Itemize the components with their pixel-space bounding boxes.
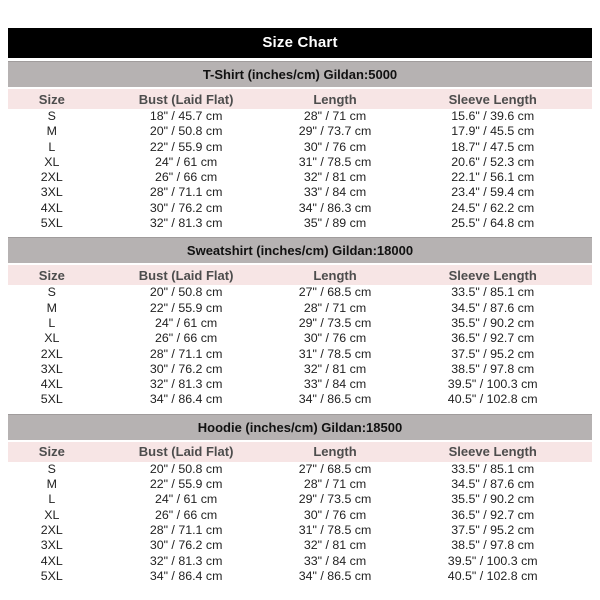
size-cell: 5XL <box>40 216 63 231</box>
table-row <box>8 377 592 392</box>
measurement-cell: 30" / 76.2 cm <box>149 361 223 376</box>
column-header-row <box>8 442 592 462</box>
size-cell: S <box>47 461 56 476</box>
measurement-cell: 34" / 86.4 cm <box>149 392 223 407</box>
measurement-cell: 36.5" / 92.7 cm <box>451 507 535 522</box>
section-heading-sweatshirt: Sweatshirt (inches/cm) Gildan:18000 <box>8 237 592 263</box>
measurement-cell: 20.6" / 52.3 cm <box>451 154 535 169</box>
size-cell: XL <box>44 154 60 169</box>
size-cell: 2XL <box>40 170 63 185</box>
table-row <box>8 201 592 216</box>
table-row <box>8 508 592 523</box>
col-header-size: Size <box>8 442 96 462</box>
table-row <box>8 492 592 507</box>
table-row <box>8 362 592 377</box>
measurement-cell: 23.4" / 59.4 cm <box>451 185 535 200</box>
col-header-size: Size <box>8 89 96 109</box>
table-row <box>8 109 592 124</box>
measurement-cell: 36.5" / 92.7 cm <box>451 331 535 346</box>
measurement-cell: 22" / 55.9 cm <box>149 139 223 154</box>
measurement-cell: 32" / 81 cm <box>303 538 367 553</box>
measurement-cell: 33.5" / 85.1 cm <box>451 461 535 476</box>
table-row <box>8 216 592 231</box>
col-header-sleeve-length: Sleeve Length <box>393 265 592 285</box>
measurement-cell: 26" / 66 cm <box>154 170 218 185</box>
measurement-cell: 32" / 81.3 cm <box>149 553 223 568</box>
size-table-tshirt <box>8 89 592 231</box>
size-table-hoodie <box>8 442 592 584</box>
size-cell: XL <box>44 507 60 522</box>
table-row <box>8 347 592 362</box>
measurement-cell: 17.9" / 45.5 cm <box>451 124 535 139</box>
measurement-cell: 32" / 81.3 cm <box>149 377 223 392</box>
measurement-cell: 39.5" / 100.3 cm <box>447 377 538 392</box>
measurement-cell: 34" / 86.4 cm <box>149 568 223 583</box>
size-cell: M <box>46 477 57 492</box>
measurement-cell: 24" / 61 cm <box>154 154 218 169</box>
table-row <box>8 155 592 170</box>
col-header-bust: Bust (Laid Flat) <box>96 442 277 462</box>
col-header-sleeve-length: Sleeve Length <box>393 442 592 462</box>
measurement-cell: 34" / 86.5 cm <box>298 392 372 407</box>
measurement-cell: 40.5" / 102.8 cm <box>447 392 538 407</box>
measurement-cell: 33" / 84 cm <box>303 553 367 568</box>
size-cell: 3XL <box>40 538 63 553</box>
col-header-bust: Bust (Laid Flat) <box>96 265 277 285</box>
measurement-cell: 24.5" / 62.2 cm <box>451 200 535 215</box>
measurement-cell: 35.5" / 90.2 cm <box>451 315 535 330</box>
measurement-cell: 32" / 81 cm <box>303 170 367 185</box>
measurement-cell: 22" / 55.9 cm <box>149 477 223 492</box>
measurement-cell: 30" / 76 cm <box>303 507 367 522</box>
col-header-length: Length <box>277 89 394 109</box>
measurement-cell: 29" / 73.7 cm <box>298 124 372 139</box>
table-row <box>8 538 592 553</box>
measurement-cell: 34" / 86.5 cm <box>298 568 372 583</box>
measurement-cell: 30" / 76 cm <box>303 139 367 154</box>
measurement-cell: 18" / 45.7 cm <box>149 109 223 123</box>
table-row <box>8 477 592 492</box>
table-row <box>8 285 592 300</box>
size-cell: L <box>48 139 56 154</box>
size-cell: 4XL <box>40 377 63 392</box>
measurement-cell: 24" / 61 cm <box>154 315 218 330</box>
measurement-cell: 18.7" / 47.5 cm <box>451 139 535 154</box>
measurement-cell: 33.5" / 85.1 cm <box>451 285 535 300</box>
table-row <box>8 124 592 139</box>
size-chart-title: Size Chart <box>8 28 592 58</box>
section-hoodie <box>8 414 592 584</box>
measurement-cell: 27" / 68.5 cm <box>298 285 372 300</box>
table-row <box>8 554 592 569</box>
size-cell: 4XL <box>40 553 63 568</box>
measurement-cell: 31" / 78.5 cm <box>298 154 372 169</box>
size-cell: 4XL <box>40 200 63 215</box>
measurement-cell: 29" / 73.5 cm <box>298 315 372 330</box>
measurement-cell: 20" / 50.8 cm <box>149 124 223 139</box>
measurement-cell: 28" / 71.1 cm <box>149 522 223 537</box>
table-row <box>8 462 592 477</box>
size-cell: 2XL <box>40 522 63 537</box>
size-cell: 3XL <box>40 185 63 200</box>
measurement-cell: 35.5" / 90.2 cm <box>451 492 535 507</box>
measurement-cell: 32" / 81 cm <box>303 361 367 376</box>
measurement-cell: 34.5" / 87.6 cm <box>451 477 535 492</box>
measurement-cell: 34.5" / 87.6 cm <box>451 300 535 315</box>
table-row <box>8 185 592 200</box>
measurement-cell: 25.5" / 64.8 cm <box>451 216 535 231</box>
measurement-cell: 38.5" / 97.8 cm <box>451 538 535 553</box>
measurement-cell: 20" / 50.8 cm <box>149 461 223 476</box>
measurement-cell: 26" / 66 cm <box>154 507 218 522</box>
size-cell: M <box>46 300 57 315</box>
column-header-row <box>8 265 592 285</box>
size-cell: XL <box>44 331 60 346</box>
col-header-bust: Bust (Laid Flat) <box>96 89 277 109</box>
size-cell: 5XL <box>40 392 63 407</box>
measurement-cell: 37.5" / 95.2 cm <box>451 522 535 537</box>
table-row <box>8 170 592 185</box>
section-sweatshirt <box>8 237 592 407</box>
column-header-row <box>8 89 592 109</box>
measurement-cell: 39.5" / 100.3 cm <box>447 553 538 568</box>
size-cell: S <box>47 109 56 123</box>
col-header-size: Size <box>8 265 96 285</box>
size-cell: M <box>46 124 57 139</box>
table-row <box>8 316 592 331</box>
col-header-length: Length <box>277 265 394 285</box>
measurement-cell: 30" / 76 cm <box>303 331 367 346</box>
section-heading-hoodie: Hoodie (inches/cm) Gildan:18500 <box>8 414 592 440</box>
size-table-sweatshirt <box>8 265 592 407</box>
measurement-cell: 33" / 84 cm <box>303 185 367 200</box>
size-cell: 3XL <box>40 361 63 376</box>
table-row <box>8 523 592 538</box>
measurement-cell: 27" / 68.5 cm <box>298 461 372 476</box>
measurement-cell: 40.5" / 102.8 cm <box>447 568 538 583</box>
measurement-cell: 31" / 78.5 cm <box>298 522 372 537</box>
section-heading-tshirt: T-Shirt (inches/cm) Gildan:5000 <box>8 61 592 87</box>
table-row <box>8 331 592 346</box>
measurement-cell: 30" / 76.2 cm <box>149 538 223 553</box>
size-cell: L <box>48 492 56 507</box>
measurement-cell: 20" / 50.8 cm <box>149 285 223 300</box>
measurement-cell: 38.5" / 97.8 cm <box>451 361 535 376</box>
measurement-cell: 29" / 73.5 cm <box>298 492 372 507</box>
measurement-cell: 28" / 71 cm <box>303 109 367 123</box>
measurement-cell: 28" / 71.1 cm <box>149 346 223 361</box>
table-row <box>8 301 592 316</box>
size-cell: 5XL <box>40 568 63 583</box>
measurement-cell: 28" / 71 cm <box>303 477 367 492</box>
measurement-cell: 28" / 71 cm <box>303 300 367 315</box>
table-row <box>8 569 592 584</box>
measurement-cell: 33" / 84 cm <box>303 377 367 392</box>
section-tshirt <box>8 61 592 231</box>
col-header-sleeve-length: Sleeve Length <box>393 89 592 109</box>
table-row <box>8 140 592 155</box>
measurement-cell: 22.1" / 56.1 cm <box>451 170 535 185</box>
size-cell: 2XL <box>40 346 63 361</box>
table-row <box>8 392 592 407</box>
measurement-cell: 26" / 66 cm <box>154 331 218 346</box>
measurement-cell: 32" / 81.3 cm <box>149 216 223 231</box>
measurement-cell: 31" / 78.5 cm <box>298 346 372 361</box>
size-cell: L <box>48 315 56 330</box>
measurement-cell: 15.6" / 39.6 cm <box>451 109 535 123</box>
col-header-length: Length <box>277 442 394 462</box>
size-cell: S <box>47 285 56 300</box>
measurement-cell: 28" / 71.1 cm <box>149 185 223 200</box>
measurement-cell: 30" / 76.2 cm <box>149 200 223 215</box>
measurement-cell: 37.5" / 95.2 cm <box>451 346 535 361</box>
measurement-cell: 22" / 55.9 cm <box>149 300 223 315</box>
measurement-cell: 34" / 86.3 cm <box>298 200 372 215</box>
measurement-cell: 35" / 89 cm <box>303 216 367 231</box>
measurement-cell: 24" / 61 cm <box>154 492 218 507</box>
